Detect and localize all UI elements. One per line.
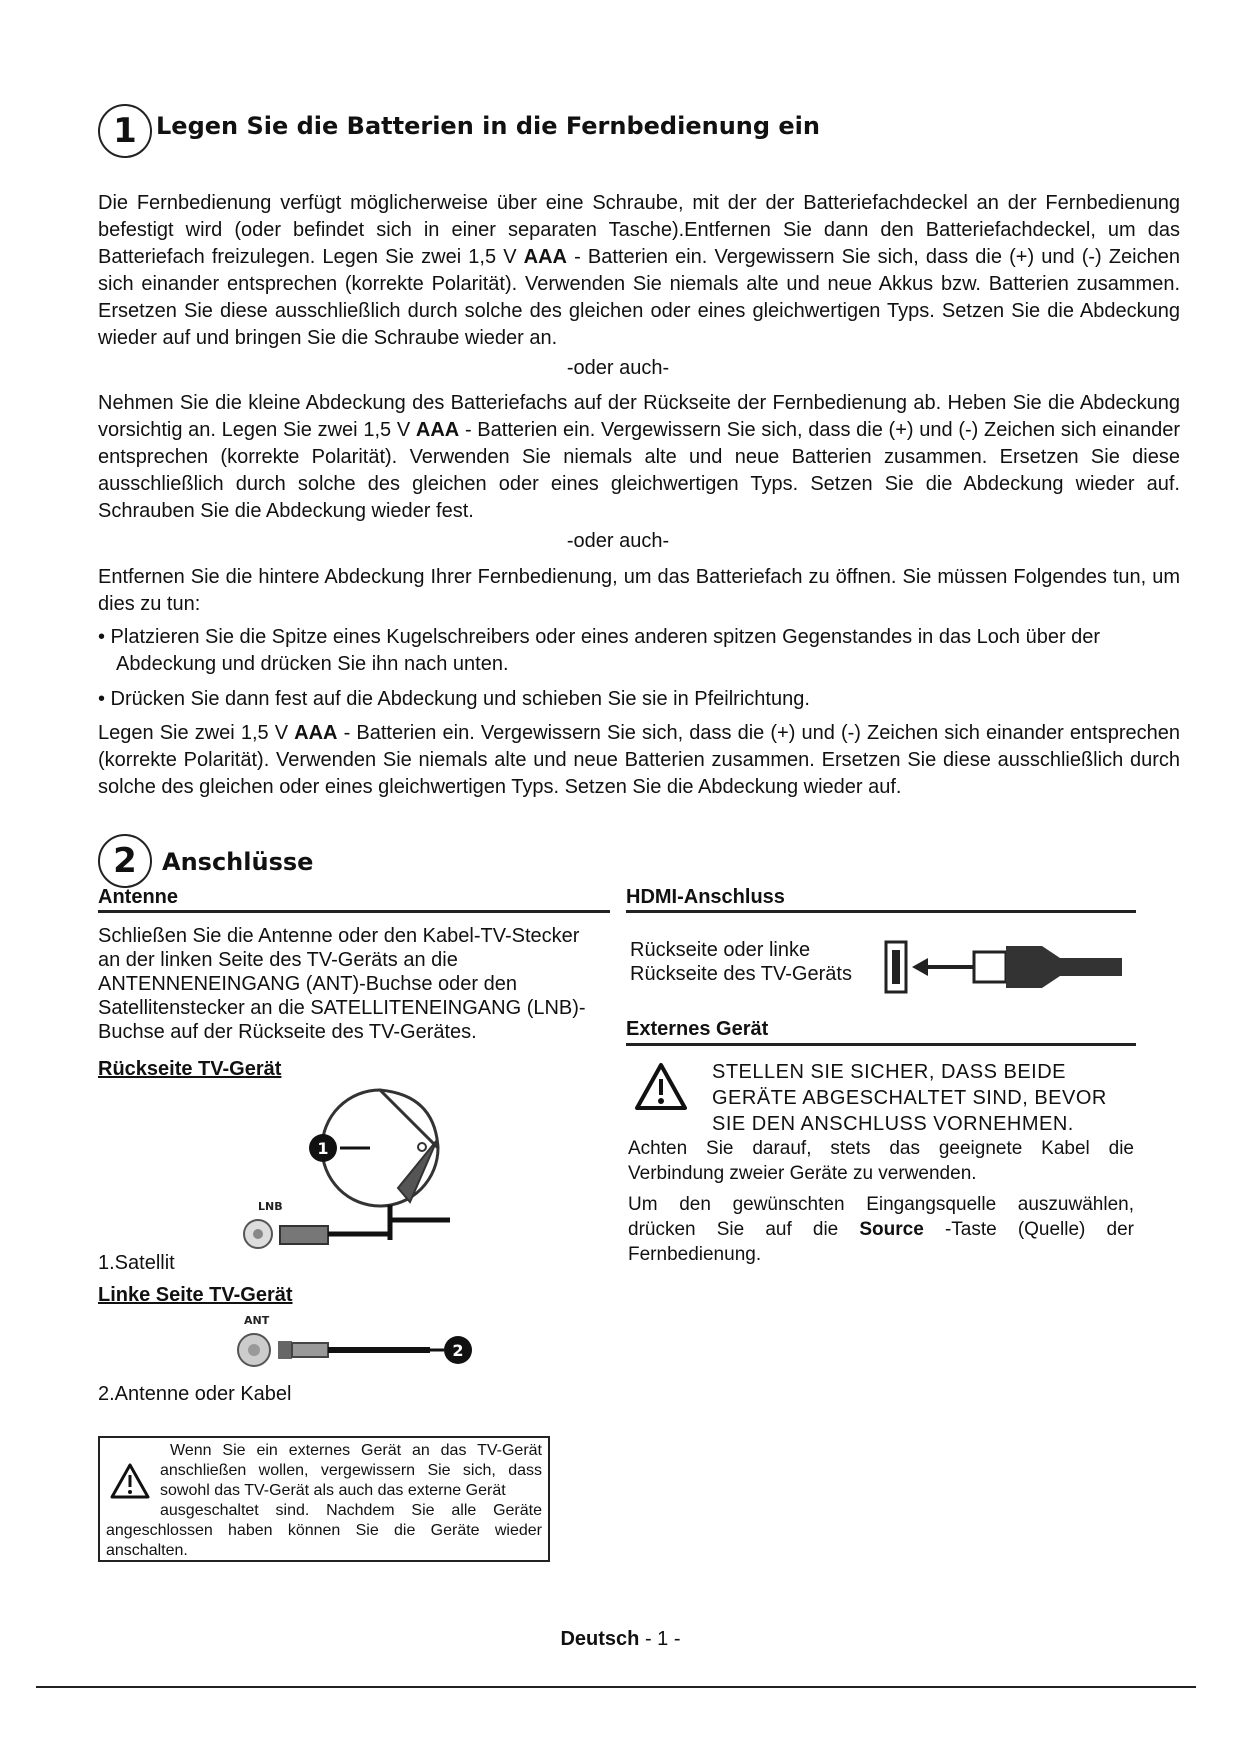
lnb-socket-icon [244, 1220, 272, 1248]
caution-icon [634, 1062, 688, 1112]
section1-para1: Die Fernbedienung verfügt möglicherweise über eine Schraube, mit der der Batteriefachdeckel an der Fernbedienung befestigt wird (oder befindet sich in einer separaten Tasche).Entfernen Sie dann den Batteriefachdeckel, um das Batteriefach freizulegen. Legen Sie zwei 1,5 V AAA - Batterien ein. Vergewissern Sie sich, dass die (+) und (-) Zeichen sich einander entsprechen (korrekte Polarität). Verwenden Sie niemals alte und neue Akkus bzw. Batterien zusammen. Ersetzen Sie diese ausschließlich durch solche des gleichen oder eines gleichwertigen Typs. Setzen Sie die Abdeckung wieder auf und bringen Sie die Schraube wieder an. [98, 192, 1180, 349]
source-key-label: Source [859, 1219, 924, 1240]
lnb-label: LNB [258, 1200, 283, 1213]
antenna-divider [98, 910, 610, 913]
footer-rule [36, 1686, 1196, 1688]
section1-para4: Legen Sie zwei 1,5 V AAA - Batterien ein. Vergewissern Sie sich, dass die (+) und (-) Zeichen sich einander entsprechen (korrekte Polarität). Verwenden Sie niemals alte und neue Batterien zusammen. Ersetzen Sie diese ausschließlich durch solche des gleichen oder eines gleichwertigen Typs. Setzen Sie die Abdeckung wieder auf. [98, 722, 1180, 798]
section2-number: 2 [98, 834, 152, 888]
bullet-item-1: • Platzieren Sie die Spitze eines Kugelschreibers oder eines anderen spitzen Gegenstandes in das Loch über der Abdeckung und drücken Sie ihn nach unten. [98, 626, 1101, 675]
external-device-heading: Externes Gerät [626, 1018, 769, 1040]
section2-title: Anschlüsse [162, 848, 314, 876]
hdmi-text: Rückseite oder linke Rückseite des TV-Geräts [630, 939, 852, 985]
warning-line-4: ausgeschaltet sind. Nachdem Sie alle Geräte [160, 1502, 542, 1519]
warning-line-6: anschalten. [106, 1542, 188, 1559]
warning-icon [110, 1462, 150, 1500]
bullet-item-2: • Drücken Sie dann fest auf die Abdeckung und schieben Sie sie in Pfeilrichtung. [98, 688, 810, 710]
rear-tv-heading: Rückseite TV-Gerät [98, 1058, 282, 1080]
warning-line-5: angeschlossen haben können Sie die Geräte wieder [106, 1522, 542, 1539]
satellite-dish-icon [322, 1090, 450, 1240]
antenna-heading: Antenne [98, 886, 178, 908]
ant-socket-icon [238, 1334, 270, 1366]
left-tv-heading: Linke Seite TV-Gerät [98, 1284, 293, 1306]
warning-line-1: Wenn Sie ein externes Gerät an das TV-Gerät [170, 1442, 542, 1459]
hdmi-diagram [882, 934, 1132, 1000]
or-separator-2: -oder auch- [566, 530, 670, 552]
external-text-2 [628, 1192, 1134, 1267]
hdmi-plug-icon [974, 946, 1122, 988]
section1-title: Legen Sie die Batterien in die Fernbedienung ein [156, 112, 820, 140]
arrow-left-icon [912, 958, 974, 976]
page-footer [0, 1628, 1241, 1651]
antenna-diagram [230, 1310, 480, 1380]
footer-page-number: - 1 - [639, 1628, 681, 1650]
lnb-cable-icon [280, 1220, 390, 1244]
warning-line-2: anschließen wollen, vergewissern Sie sich, dass [160, 1462, 542, 1479]
external-text-2-post: -Taste (Quelle) der Fernbedienung. [628, 1219, 1134, 1265]
section1-number: 1 [98, 104, 152, 158]
hdmi-divider [626, 910, 1136, 913]
external-text-2-pre: Um den gewünschten Eingangsquelle auszuwählen, drücken Sie auf die [628, 1194, 1134, 1240]
or-separator-1: -oder auch- [566, 357, 670, 379]
satellite-caption: 1.Satellit [98, 1252, 175, 1274]
section1-para3: Entfernen Sie die hintere Abdeckung Ihrer Fernbedienung, um das Batteriefach zu öffnen. Sie müssen Folgendes tun, um dies zu tun: [98, 566, 1180, 615]
marker-2-label: 2 [452, 1341, 464, 1360]
ant-label: ANT [244, 1314, 270, 1327]
section1-para2: Nehmen Sie die kleine Abdeckung des Batteriefachs auf der Rückseite der Fernbedienung ab. Heben Sie die Abdeckung vorsichtig an. Legen Sie zwei 1,5 V AAA - Batterien ein. Vergewissern Sie sich, dass die (+) und (-) Zeichen sich einander entsprechen (korrekte Polarität). Verwenden Sie niemals alte und neue Batterien zusammen. Ersetzen Sie diese ausschließlich durch solche des gleichen oder eines gleichwertigen Typs. Setzen Sie die Abdeckung wieder auf. Schrauben Sie die Abdeckung wieder fest. [98, 392, 1180, 522]
antenna-caption: 2.Antenne oder Kabel [98, 1383, 292, 1405]
satellite-diagram [230, 1080, 470, 1260]
external-divider [626, 1043, 1136, 1046]
external-text-1: Achten Sie darauf, stets das geeignete Kabel die Verbindung zweier Geräte zu verwenden. [628, 1138, 1134, 1184]
warning-line-3: sowohl das TV-Gerät als auch das externe Gerät [160, 1482, 506, 1499]
warning-box [98, 1436, 550, 1562]
antenna-cable-icon [278, 1341, 444, 1359]
antenna-text: Schließen Sie die Antenne oder den Kabel-TV-Stecker an der linken Seite des TV-Geräts an die ANTENNENEINGANG (ANT)-Buchse oder den Satellitenstecker an die SATELLITENEINGANG (LNB)-Buchse auf der Rückseite des TV-Gerätes. [98, 925, 586, 1043]
caution-text: STELLEN SIE SICHER, DASS BEIDE GERÄTE ABGESCHALTET SIND, BEVOR SIE DEN ANSCHLUSS VORNEHMEN. [712, 1061, 1107, 1135]
footer-language: Deutsch [560, 1628, 640, 1650]
marker-1-label: 1 [317, 1139, 329, 1158]
hdmi-port-icon [886, 942, 906, 992]
hdmi-heading: HDMI-Anschluss [626, 886, 785, 908]
